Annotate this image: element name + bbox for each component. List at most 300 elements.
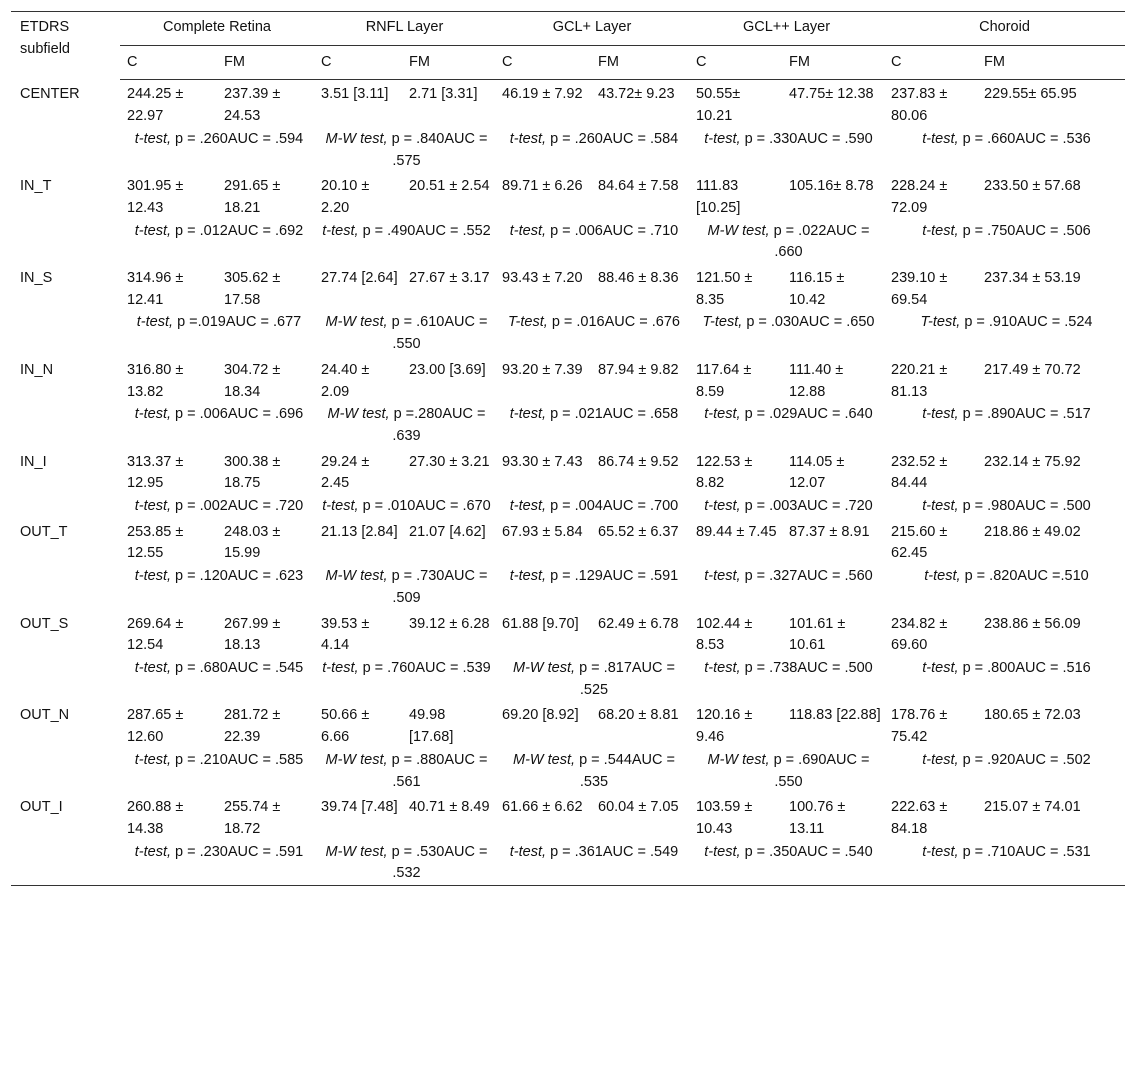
test-name: t-test, xyxy=(134,222,172,239)
auc-value: AUC = .591 xyxy=(602,568,679,585)
auc-value: AUC = .720 xyxy=(797,498,873,515)
auc-value: AUC = .517 xyxy=(1015,406,1091,423)
empty-cell xyxy=(11,841,120,886)
test-name: t-test, xyxy=(322,222,359,239)
value-cell: 237.39 ± 24.53 xyxy=(224,86,281,125)
value-cell: 229.55± 65.95 xyxy=(984,86,1077,103)
group-header-choroid: Choroid xyxy=(884,12,1125,46)
test-name: t-test, xyxy=(509,130,547,147)
col-header: C xyxy=(884,45,977,80)
auc-value: AUC = .575 xyxy=(392,130,488,169)
p-value: p = .490 xyxy=(362,222,416,239)
test-name: t-test, xyxy=(134,751,172,768)
value-cell: 105.16± 8.78 xyxy=(789,178,874,195)
p-value: p = .760 xyxy=(362,659,416,676)
value-cell: 88.46 ± 8.36 xyxy=(598,270,679,287)
auc-value: AUC = .539 xyxy=(415,659,491,676)
value-cell: 84.64 ± 7.58 xyxy=(598,178,679,195)
test-name: t-test, xyxy=(134,130,172,147)
p-value: p = .006 xyxy=(175,406,228,423)
auc-value: AUC = .692 xyxy=(227,222,304,239)
test-cell xyxy=(120,657,314,701)
test-row xyxy=(11,311,1125,355)
value-cell: 69.20 [8.92] xyxy=(502,707,579,724)
p-value: p = .350 xyxy=(744,843,798,860)
test-name: t-test, xyxy=(704,498,741,515)
test-row xyxy=(11,128,1125,172)
value-cell: 218.86 ± 49.02 xyxy=(984,523,1081,540)
auc-value: AUC = .677 xyxy=(225,314,302,331)
test-name: t-test, xyxy=(509,843,547,860)
auc-value: AUC = .549 xyxy=(602,843,679,860)
p-value: p = .610 xyxy=(391,314,445,331)
table-row xyxy=(11,172,1125,219)
p-value: p = .330 xyxy=(744,130,798,147)
auc-value: AUC = .623 xyxy=(227,568,304,585)
test-name: M-W test, xyxy=(327,406,390,423)
value-cell: 27.67 ± 3.17 xyxy=(409,270,490,287)
p-value: p = .016 xyxy=(551,314,605,331)
test-name: M-W test, xyxy=(325,751,388,768)
test-cell xyxy=(120,128,314,172)
test-cell xyxy=(689,495,884,518)
p-value: p = .029 xyxy=(744,406,798,423)
test-name: t-test, xyxy=(134,843,172,860)
subfield-label: OUT_N xyxy=(20,707,70,724)
test-name: t-test, xyxy=(704,659,741,676)
test-name: M-W test, xyxy=(513,659,576,676)
test-name: M-W test, xyxy=(707,751,770,768)
col-header: FM xyxy=(402,45,495,80)
auc-value: AUC = .660 xyxy=(774,222,870,261)
p-value: p = .660 xyxy=(962,130,1016,147)
test-name: t-test, xyxy=(134,498,172,515)
test-row xyxy=(11,841,1125,886)
test-name: t-test, xyxy=(136,314,174,331)
auc-value: AUC = .710 xyxy=(602,222,679,239)
test-cell xyxy=(689,220,884,264)
test-cell xyxy=(884,311,1125,355)
value-cell: 101.61 ± 10.61 xyxy=(789,615,846,654)
value-cell: 116.15 ± 10.42 xyxy=(789,270,845,308)
subfield-label: OUT_I xyxy=(20,799,63,816)
test-cell xyxy=(884,128,1125,172)
test-cell xyxy=(314,565,495,609)
p-value: p =.019 xyxy=(177,314,226,331)
p-value: p = .920 xyxy=(962,751,1016,768)
value-cell: 61.66 ± 6.62 xyxy=(502,799,583,816)
value-cell: 87.94 ± 9.82 xyxy=(598,361,679,378)
table-row xyxy=(11,518,1125,565)
value-cell: 314.96 ± 12.41 xyxy=(127,270,184,308)
subfield-header: ETDRS subfield xyxy=(20,19,70,57)
test-name: t-test, xyxy=(922,406,959,423)
p-value: p = .750 xyxy=(962,222,1016,239)
value-cell: 87.37 ± 8.91 xyxy=(789,523,870,540)
col-header: FM xyxy=(591,45,689,80)
p-value: p = .210 xyxy=(175,751,228,768)
value-cell: 248.03 ± 15.99 xyxy=(224,523,281,562)
col-header: C xyxy=(314,45,402,80)
col-header: C xyxy=(495,45,591,80)
subfield-label: IN_I xyxy=(20,453,47,470)
p-value: p = .680 xyxy=(175,659,228,676)
auc-value: AUC = .536 xyxy=(1015,130,1091,147)
test-cell xyxy=(884,220,1125,264)
value-cell: 100.76 ± 13.11 xyxy=(789,799,846,837)
table-row xyxy=(11,701,1125,748)
test-name: t-test, xyxy=(922,222,959,239)
empty-cell xyxy=(11,311,120,355)
group-header-complete-retina: Complete Retina xyxy=(120,12,314,46)
p-value: p = .890 xyxy=(962,406,1016,423)
test-name: t-test, xyxy=(134,568,172,585)
test-cell xyxy=(689,749,884,793)
auc-value: AUC = .545 xyxy=(227,659,304,676)
value-cell: 228.24 ± 72.09 xyxy=(891,178,948,216)
auc-value: AUC = .552 xyxy=(415,222,491,239)
test-name: t-test, xyxy=(509,406,547,423)
test-name: t-test, xyxy=(704,406,741,423)
subfield-label: OUT_S xyxy=(20,615,69,632)
p-value: p = .980 xyxy=(962,498,1016,515)
value-cell: 237.83 ± 80.06 xyxy=(891,86,948,125)
empty-cell xyxy=(11,128,120,172)
test-name: t-test, xyxy=(922,498,959,515)
p-value: p = .002 xyxy=(175,498,228,515)
p-value: p = .820 xyxy=(964,568,1018,585)
test-cell xyxy=(120,495,314,518)
value-cell: 239.10 ± 69.54 xyxy=(891,270,948,308)
value-cell: 234.82 ± 69.60 xyxy=(891,615,948,654)
test-cell xyxy=(884,749,1125,793)
test-name: t-test, xyxy=(704,130,741,147)
p-value: p = .030 xyxy=(746,314,800,331)
p-value: p = .327 xyxy=(744,568,798,585)
value-cell: 43.72± 9.23 xyxy=(598,86,675,103)
p-value: p = .710 xyxy=(962,843,1016,860)
auc-value: AUC = .540 xyxy=(797,843,873,860)
test-name: M-W test, xyxy=(707,222,770,239)
p-value: p = .129 xyxy=(550,568,603,585)
value-cell: 316.80 ± 13.82 xyxy=(127,361,184,400)
empty-cell xyxy=(11,565,120,609)
value-cell: 47.75± 12.38 xyxy=(789,86,874,103)
test-cell xyxy=(495,403,689,447)
p-value: p = .840 xyxy=(391,130,445,147)
p-value: p = .260 xyxy=(175,130,228,147)
value-cell: 62.49 ± 6.78 xyxy=(598,615,679,632)
test-name: M-W test, xyxy=(325,568,388,585)
test-row xyxy=(11,749,1125,793)
value-cell: 300.38 ± 18.75 xyxy=(224,453,281,492)
auc-value: AUC = .594 xyxy=(227,130,304,147)
test-name: t-test, xyxy=(322,498,359,515)
value-cell: 215.60 ± 62.45 xyxy=(891,523,948,562)
auc-value: AUC = .561 xyxy=(392,751,488,790)
value-cell: 103.59 ± 10.43 xyxy=(696,799,753,837)
value-cell: 50.66 ± 6.66 xyxy=(321,707,370,746)
test-cell xyxy=(689,128,884,172)
value-cell: 305.62 ± 17.58 xyxy=(224,270,281,308)
test-cell xyxy=(314,220,495,264)
p-value: p = .544 xyxy=(579,751,632,768)
p-value: p = .738 xyxy=(744,659,798,676)
test-name: t-test, xyxy=(922,659,959,676)
table-row xyxy=(11,610,1125,657)
p-value: p = .690 xyxy=(773,751,827,768)
col-header: FM xyxy=(977,45,1125,80)
value-cell: 180.65 ± 72.03 xyxy=(984,707,1081,724)
auc-value: AUC = .639 xyxy=(392,406,486,444)
test-cell xyxy=(884,495,1125,518)
value-cell: 313.37 ± 12.95 xyxy=(127,453,184,492)
value-cell: 27.30 ± 3.21 xyxy=(409,453,490,470)
value-cell: 232.52 ± 84.44 xyxy=(891,453,948,492)
test-cell xyxy=(884,565,1125,609)
auc-value: AUC = .500 xyxy=(1015,498,1091,515)
value-cell: 46.19 ± 7.92 xyxy=(502,86,583,103)
value-cell: 68.20 ± 8.81 xyxy=(598,707,679,724)
value-cell: 39.74 [7.48] xyxy=(321,799,398,816)
table-row xyxy=(11,80,1125,128)
p-value: p = .910 xyxy=(964,314,1018,331)
auc-value: AUC = .640 xyxy=(797,406,873,423)
auc-value: AUC = .560 xyxy=(797,568,873,585)
auc-value: AUC = .550 xyxy=(774,751,870,790)
test-cell xyxy=(314,841,495,886)
table-row xyxy=(11,264,1125,311)
test-name: M-W test, xyxy=(325,130,388,147)
empty-cell xyxy=(11,749,120,793)
value-cell: 121.50 ± 8.35 xyxy=(696,270,753,308)
col-header: C xyxy=(120,45,217,80)
test-name: t-test, xyxy=(134,406,172,423)
value-cell: 111.40 ± 12.88 xyxy=(789,361,844,400)
test-cell xyxy=(689,657,884,701)
auc-value: AUC = .670 xyxy=(415,498,491,515)
test-cell xyxy=(495,841,689,886)
p-value: p = .012 xyxy=(175,222,228,239)
test-name: t-test, xyxy=(922,843,959,860)
results-table xyxy=(11,11,1125,886)
value-cell: 49.98 [17.68] xyxy=(409,707,454,746)
value-cell: 301.95 ± 12.43 xyxy=(127,178,184,216)
value-cell: 60.04 ± 7.05 xyxy=(598,799,679,816)
empty-cell xyxy=(11,657,120,701)
value-cell: 29.24 ± 2.45 xyxy=(321,453,370,492)
value-cell: 50.55± 10.21 xyxy=(696,86,741,125)
test-cell xyxy=(120,220,314,264)
test-cell xyxy=(495,311,689,355)
auc-value: AUC = .658 xyxy=(602,406,679,423)
value-cell: 255.74 ± 18.72 xyxy=(224,799,281,837)
test-cell xyxy=(884,657,1125,701)
p-value: p = .003 xyxy=(744,498,798,515)
value-cell: 244.25 ± 22.97 xyxy=(127,86,184,125)
value-cell: 3.51 [3.11] xyxy=(321,86,389,103)
value-cell: 238.86 ± 56.09 xyxy=(984,615,1081,632)
test-cell xyxy=(314,495,495,518)
value-cell: 269.64 ± 12.54 xyxy=(127,615,184,654)
value-cell: 20.51 ± 2.54 xyxy=(409,178,490,195)
value-cell: 39.12 ± 6.28 xyxy=(409,615,490,632)
value-cell: 20.10 ± 2.20 xyxy=(321,178,370,216)
value-cell: 217.49 ± 70.72 xyxy=(984,361,1081,378)
empty-cell xyxy=(11,495,120,518)
value-cell: 27.74 [2.64] xyxy=(321,270,398,287)
value-cell: 93.20 ± 7.39 xyxy=(502,361,583,378)
value-cell: 215.07 ± 74.01 xyxy=(984,799,1081,816)
auc-value: AUC = .506 xyxy=(1015,222,1091,239)
value-cell: 23.00 [3.69] xyxy=(409,361,486,378)
group-header-gcl-plus-plus: GCL++ Layer xyxy=(689,12,884,46)
test-cell xyxy=(314,657,495,701)
value-cell: 39.53 ± 4.14 xyxy=(321,615,370,654)
test-name: t-test, xyxy=(704,568,741,585)
test-cell xyxy=(495,565,689,609)
test-row xyxy=(11,220,1125,264)
value-cell: 291.65 ± 18.21 xyxy=(224,178,281,216)
test-name: t-test, xyxy=(509,222,547,239)
value-cell: 67.93 ± 5.84 xyxy=(502,523,583,540)
auc-value: AUC = .500 xyxy=(797,659,873,676)
auc-value: AUC = .720 xyxy=(227,498,304,515)
auc-value: AUC = .700 xyxy=(602,498,679,515)
test-cell xyxy=(689,403,884,447)
value-cell: 237.34 ± 53.19 xyxy=(984,270,1081,287)
value-cell: 93.43 ± 7.20 xyxy=(502,270,583,287)
test-cell xyxy=(689,841,884,886)
value-cell: 281.72 ± 22.39 xyxy=(224,707,281,746)
test-name: T-test, xyxy=(920,314,961,331)
subfield-label: CENTER xyxy=(20,85,80,102)
col-header: FM xyxy=(217,45,314,80)
value-cell: 120.16 ± 9.46 xyxy=(696,707,753,746)
p-value: p = .361 xyxy=(550,843,603,860)
value-cell: 2.71 [3.31] xyxy=(409,86,478,103)
auc-value: AUC = .509 xyxy=(392,568,488,606)
auc-value: AUC = .591 xyxy=(227,843,304,860)
value-cell: 178.76 ± 75.42 xyxy=(891,707,948,746)
test-cell xyxy=(120,841,314,886)
value-cell: 118.83 [22.88] xyxy=(789,707,881,724)
test-name: T-test, xyxy=(508,314,548,331)
test-name: t-test, xyxy=(322,659,359,676)
p-value: p = .530 xyxy=(391,843,445,860)
value-cell: 93.30 ± 7.43 xyxy=(502,453,583,470)
auc-value: AUC = .531 xyxy=(1015,843,1091,860)
value-cell: 61.88 [9.70] xyxy=(502,615,579,632)
test-name: t-test, xyxy=(134,659,172,676)
p-value: p = .004 xyxy=(550,498,603,515)
test-name: t-test, xyxy=(509,568,547,585)
test-cell xyxy=(120,565,314,609)
value-cell: 117.64 ± 8.59 xyxy=(696,361,752,400)
auc-value: AUC = .524 xyxy=(1017,314,1093,331)
test-name: T-test, xyxy=(702,314,743,331)
test-name: t-test, xyxy=(509,498,547,515)
table-body xyxy=(11,80,1125,886)
test-name: t-test, xyxy=(924,568,961,585)
value-cell: 21.07 [4.62] xyxy=(409,523,486,540)
value-cell: 287.65 ± 12.60 xyxy=(127,707,184,746)
auc-value: AUC = .502 xyxy=(1015,751,1091,768)
test-name: t-test, xyxy=(922,751,959,768)
test-cell xyxy=(314,311,495,355)
p-value: p = .022 xyxy=(773,222,827,239)
group-header-gcl-plus: GCL+ Layer xyxy=(495,12,689,46)
test-cell xyxy=(314,403,495,447)
auc-value: AUC = .585 xyxy=(227,751,304,768)
value-cell: 122.53 ± 8.82 xyxy=(696,453,753,492)
test-name: M-W test, xyxy=(325,314,388,331)
value-cell: 111.83 [10.25] xyxy=(696,178,741,216)
auc-value: AUC = .584 xyxy=(602,130,679,147)
auc-value: AUC = .676 xyxy=(604,314,680,331)
p-value: p = .006 xyxy=(550,222,603,239)
test-cell xyxy=(689,311,884,355)
p-value: p = .880 xyxy=(391,751,445,768)
value-cell: 21.13 [2.84] xyxy=(321,523,398,540)
value-cell: 233.50 ± 57.68 xyxy=(984,178,1081,195)
value-cell: 260.88 ± 14.38 xyxy=(127,799,184,837)
test-name: t-test, xyxy=(922,130,959,147)
value-cell: 222.63 ± 84.18 xyxy=(891,799,948,837)
auc-value: AUC = .516 xyxy=(1015,659,1091,676)
value-cell: 24.40 ± 2.09 xyxy=(321,361,370,400)
value-cell: 102.44 ± 8.53 xyxy=(696,615,753,654)
test-cell xyxy=(120,311,314,355)
table-row xyxy=(11,356,1125,403)
test-cell xyxy=(495,220,689,264)
test-cell xyxy=(120,403,314,447)
test-name: M-W test, xyxy=(513,751,576,768)
test-name: t-test, xyxy=(704,843,741,860)
test-row xyxy=(11,657,1125,701)
subfield-label: IN_T xyxy=(20,178,52,195)
value-cell: 65.52 ± 6.37 xyxy=(598,523,679,540)
value-cell: 220.21 ± 81.13 xyxy=(891,361,948,400)
table-row xyxy=(11,793,1125,840)
test-row xyxy=(11,403,1125,447)
value-cell: 89.44 ± 7.45 xyxy=(696,523,777,540)
test-name: M-W test, xyxy=(325,843,388,860)
p-value: p = .021 xyxy=(550,406,603,423)
test-cell xyxy=(314,749,495,793)
auc-value: AUC =.510 xyxy=(1017,568,1089,585)
test-cell xyxy=(495,128,689,172)
test-cell xyxy=(689,565,884,609)
table-row xyxy=(11,448,1125,495)
empty-cell xyxy=(11,220,120,264)
test-cell xyxy=(495,657,689,701)
p-value: p = .230 xyxy=(175,843,228,860)
p-value: p = .800 xyxy=(962,659,1016,676)
subfield-label: IN_N xyxy=(20,361,54,378)
p-value: p = .260 xyxy=(550,130,603,147)
test-cell xyxy=(120,749,314,793)
empty-cell xyxy=(11,403,120,447)
subfield-label: OUT_T xyxy=(20,523,68,540)
test-cell xyxy=(884,841,1125,886)
test-cell xyxy=(495,495,689,518)
auc-value: AUC = .550 xyxy=(392,314,488,353)
value-cell: 304.72 ± 18.34 xyxy=(224,361,281,400)
col-header: C xyxy=(689,45,782,80)
auc-value: AUC = .525 xyxy=(579,659,676,698)
test-cell xyxy=(495,749,689,793)
